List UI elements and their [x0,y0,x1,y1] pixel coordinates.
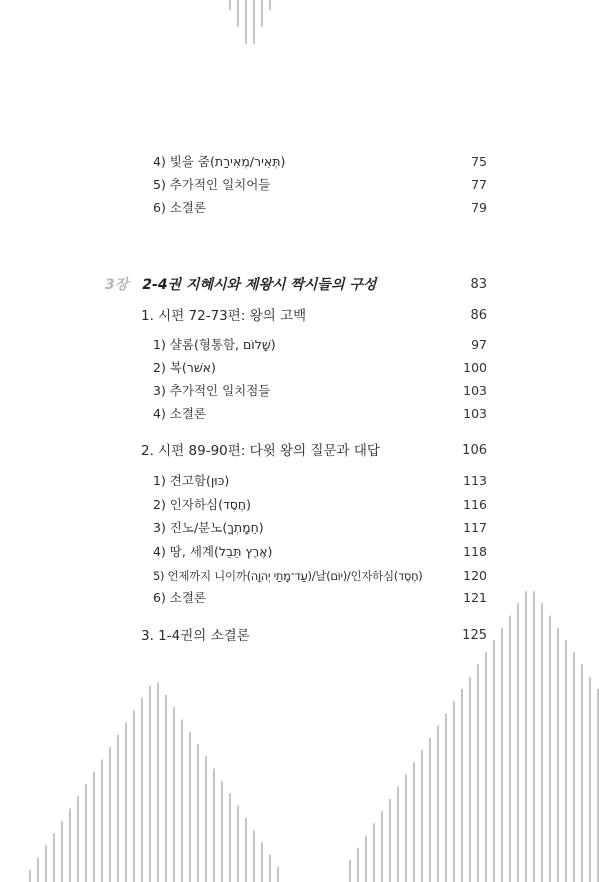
toc-section[interactable] [0,305,599,327]
toc-entry-page: 79 [471,200,487,215]
toc-entry[interactable] [0,470,599,492]
toc-entry-title: 6) 소결론 [153,590,207,605]
toc-entry[interactable] [0,151,599,173]
toc-entry-page: 118 [463,544,487,559]
toc-entry[interactable] [0,197,599,219]
toc-entry[interactable] [0,517,599,539]
toc-entry[interactable] [0,357,599,379]
toc-entry-title: 4) 땅, 세계(אֶרֶץ תֵּבֵל) [153,544,273,559]
toc-section-page: 86 [470,308,487,323]
toc-section-page: 125 [462,628,487,643]
toc-section-title: 3. 1-4권의 소결론 [141,628,250,644]
toc-entry-title: 4) 빛을 줌(תְּאִיר/מְאִירַת) [153,154,286,169]
toc-entry-page: 75 [471,154,487,169]
line-triangle [30,683,278,882]
toc-entry[interactable] [0,587,599,609]
toc-entry-title: 6) 소결론 [153,200,207,215]
toc-entry-page: 77 [471,177,487,192]
toc-entry[interactable] [0,565,599,587]
toc-entry[interactable] [0,174,599,196]
toc-section[interactable] [0,440,599,462]
chapter-title: 2-4권 지혜시와 제왕시 짝시들의 구성 [142,277,377,293]
toc-section-title: 1. 시편 72-73편: 왕의 고백 [141,308,307,324]
chapter-page: 83 [470,277,487,292]
toc-entry-title: 4) 소결론 [153,406,207,421]
toc-entry-page: 121 [463,590,487,605]
chapter-heading[interactable] [0,274,599,296]
toc-entry-title: 2) 인자하심(חֶסֶד) [153,497,251,512]
toc-entry-title: 1) 샬롬(형통함, שָׁלוֹם) [153,337,276,352]
toc-entry-page: 116 [463,497,487,512]
toc-section-title: 2. 시편 89-90편: 다윗 왕의 질문과 대답 [141,443,380,459]
toc-entry-page: 117 [463,520,487,535]
toc-entry-page: 120 [463,568,487,583]
toc-entry-title: 3) 추가적인 일치점들 [153,383,271,398]
toc-entry-title: 5) 언제까지 니이까(עַד־מָתַי יְהוָה)/날(יוֹם)/인자하심(חֶסֶד) [153,569,423,583]
toc-entry-page: 103 [463,406,487,421]
toc-entry-page: 113 [463,473,487,488]
toc-entry-title: 5) 추가적인 일치어들 [153,177,271,192]
toc-entry-page: 100 [463,360,487,375]
toc-entry[interactable] [0,403,599,425]
toc-entry-page: 97 [471,337,487,352]
toc-entry-title: 1) 견고함(כּוּן) [153,473,230,488]
line-triangle [230,0,270,44]
toc-entry[interactable] [0,380,599,402]
toc-section-page: 106 [462,443,487,458]
toc-entry[interactable] [0,541,599,563]
toc-entry[interactable] [0,494,599,516]
toc-section[interactable] [0,625,599,647]
toc-entry-title: 3) 진노/분노(חֵמָתְךָ) [153,520,264,535]
toc-entry[interactable] [0,334,599,356]
toc-entry-title: 2) 복(אשׁר) [153,360,216,375]
chapter-number: 3장 [105,277,129,293]
toc-entry-page: 103 [463,383,487,398]
